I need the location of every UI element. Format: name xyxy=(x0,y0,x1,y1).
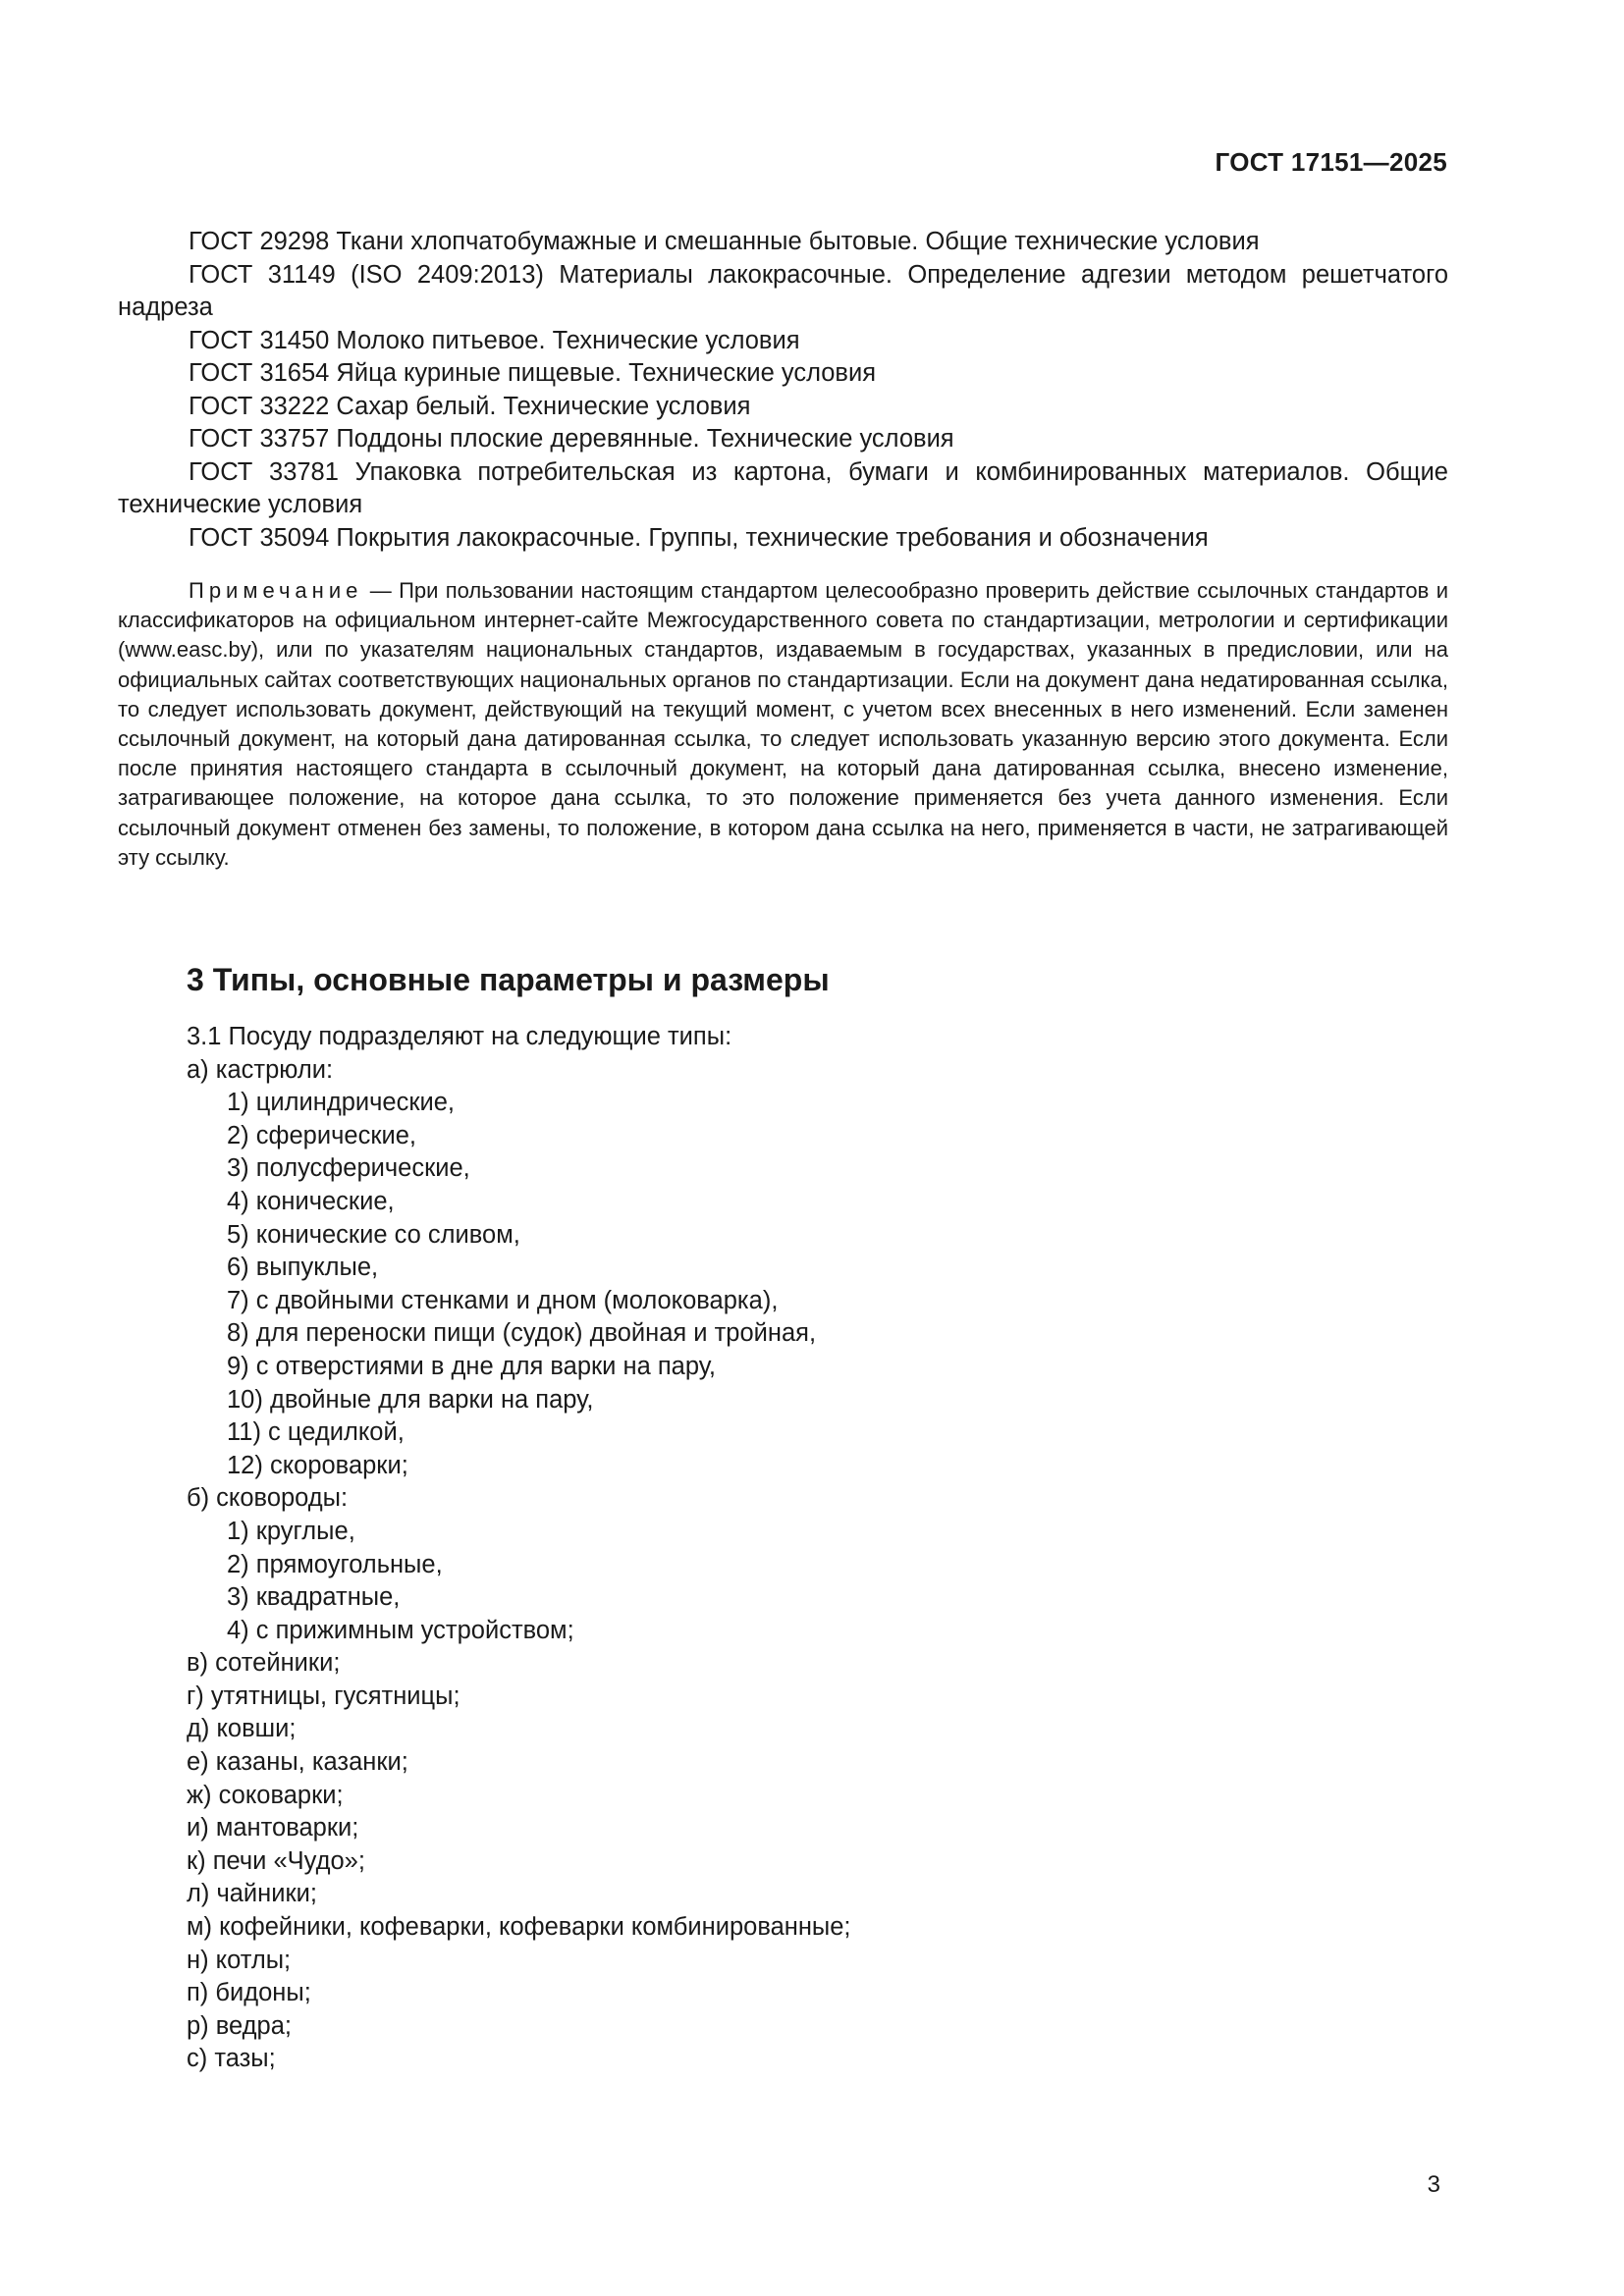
list-subitem: 2) сферические, xyxy=(227,1121,416,1149)
list-item: с) тазы; xyxy=(187,2045,276,2073)
list-subitem: 9) с отверстиями в дне для варки на пару, xyxy=(227,1352,716,1380)
note-label: Примечание xyxy=(189,578,363,603)
list-item: л) чайники; xyxy=(187,1880,317,1908)
list-subitem: 1) круглые, xyxy=(227,1517,355,1545)
section-intro: 3.1 Посуду подразделяют на следующие типы: xyxy=(187,1023,732,1050)
reference-item: ГОСТ 35094 Покрытия лакокрасочные. Группы, технические требования и обозначения xyxy=(189,523,1209,552)
reference-item: ГОСТ 31450 Молоко питьевое. Технические условия xyxy=(189,326,800,354)
list-subitem: 10) двойные для варки на пару, xyxy=(227,1385,594,1414)
list-subitem: 8) для переноски пищи (судок) двойная и тройная, xyxy=(227,1319,817,1348)
list-subitem: 3) квадратные, xyxy=(227,1583,401,1612)
list-item: в) сотейники; xyxy=(187,1649,341,1678)
list-item: к) печи «Чудо»; xyxy=(187,1846,365,1875)
reference-item: ГОСТ 33222 Сахар белый. Технические условия xyxy=(189,392,751,420)
list-subitem: 11) с цедилкой, xyxy=(227,1418,405,1447)
list-subitem: 6) выпуклые, xyxy=(227,1254,379,1282)
list-subitem: 12) скороварки; xyxy=(227,1451,408,1479)
list-item: д) ковши; xyxy=(187,1715,297,1743)
document-header-code: ГОСТ 17151—2025 xyxy=(1215,147,1447,177)
list-subitem: 7) с двойными стенками и дном (молоковарка), xyxy=(227,1286,779,1314)
list-group-label: а) кастрюли: xyxy=(187,1055,334,1084)
list-subitem: 4) с прижимным устройством; xyxy=(227,1616,574,1644)
list-item: ж) соковарки; xyxy=(187,1781,344,1809)
list-group-label: б) сковороды: xyxy=(187,1484,349,1513)
list-item: е) казаны, казанки; xyxy=(187,1748,408,1777)
section-title: 3 Типы, основные параметры и размеры xyxy=(187,962,830,997)
reference-item: ГОСТ 33757 Поддоны плоские деревянные. Технические условия xyxy=(189,425,954,453)
reference-item: ГОСТ 31654 Яйца куриные пищевые. Технические условия xyxy=(189,359,877,387)
reference-item: ГОСТ 33781 Упаковка потребительская из картона, бумаги и комбинированных материалов. Общие технические условия xyxy=(118,457,1448,518)
list-item: м) кофейники, кофеварки, кофеварки комбинированные; xyxy=(187,1913,851,1942)
list-subitem: 3) полусферические, xyxy=(227,1154,470,1183)
list-item: и) мантоварки; xyxy=(187,1814,359,1842)
list-subitem: 5) конические со сливом, xyxy=(227,1220,520,1249)
list-subitem: 2) прямоугольные, xyxy=(227,1550,443,1578)
references-note xyxy=(118,576,1448,873)
list-subitem: 4) конические, xyxy=(227,1187,395,1215)
list-item: н) котлы; xyxy=(187,1946,292,1974)
list-item: р) ведра; xyxy=(187,2011,292,2040)
list-item: г) утятницы, гусятницы; xyxy=(187,1682,460,1710)
reference-item: ГОСТ 31149 (ISO 2409:2013) Материалы лакокрасочные. Определение адгезии методом решетчатого надреза xyxy=(118,260,1448,321)
normative-references-list xyxy=(118,226,1448,555)
note-dash: — xyxy=(362,578,400,603)
section-body xyxy=(187,1021,1448,2076)
note-text: При пользовании настоящим стандартом целесообразно проверить действие ссылочных стандартов и классификаторов на официальном интернет-сайте Межгосударственного совета по стандартизации, метрологии и сертификации (www.easc.by), или по указателям национальных стандартов, издаваемым в государствах, указанных в предисловии, или на официальных сайтах соответствующих национальных органов по стандартизации. Если на документ дана недатированная ссылка, то следует использовать документ, действующий на текущий момент, с учетом всех внесенных в него изменений. Если заменен ссылочный документ, на который дана датированная ссылка, то следует использовать указанную версию этого документа. Если после принятия настоящего стандарта в ссылочный документ, на который дана датированная ссылка, внесено изменение, затрагивающее положение, на которое дана ссылка, то это положение применяется без учета данного изменения. Если ссылочный документ отменен без замены, то положение, в котором дана ссылка на него, применяется в части, не затрагивающей эту ссылку. xyxy=(118,578,1448,870)
page-number: 3 xyxy=(1427,2171,1440,2198)
reference-item: ГОСТ 29298 Ткани хлопчатобумажные и смешанные бытовые. Общие технические условия xyxy=(189,228,1260,255)
list-item: п) бидоны; xyxy=(187,1979,311,2007)
list-subitem: 1) цилиндрические, xyxy=(227,1089,456,1117)
